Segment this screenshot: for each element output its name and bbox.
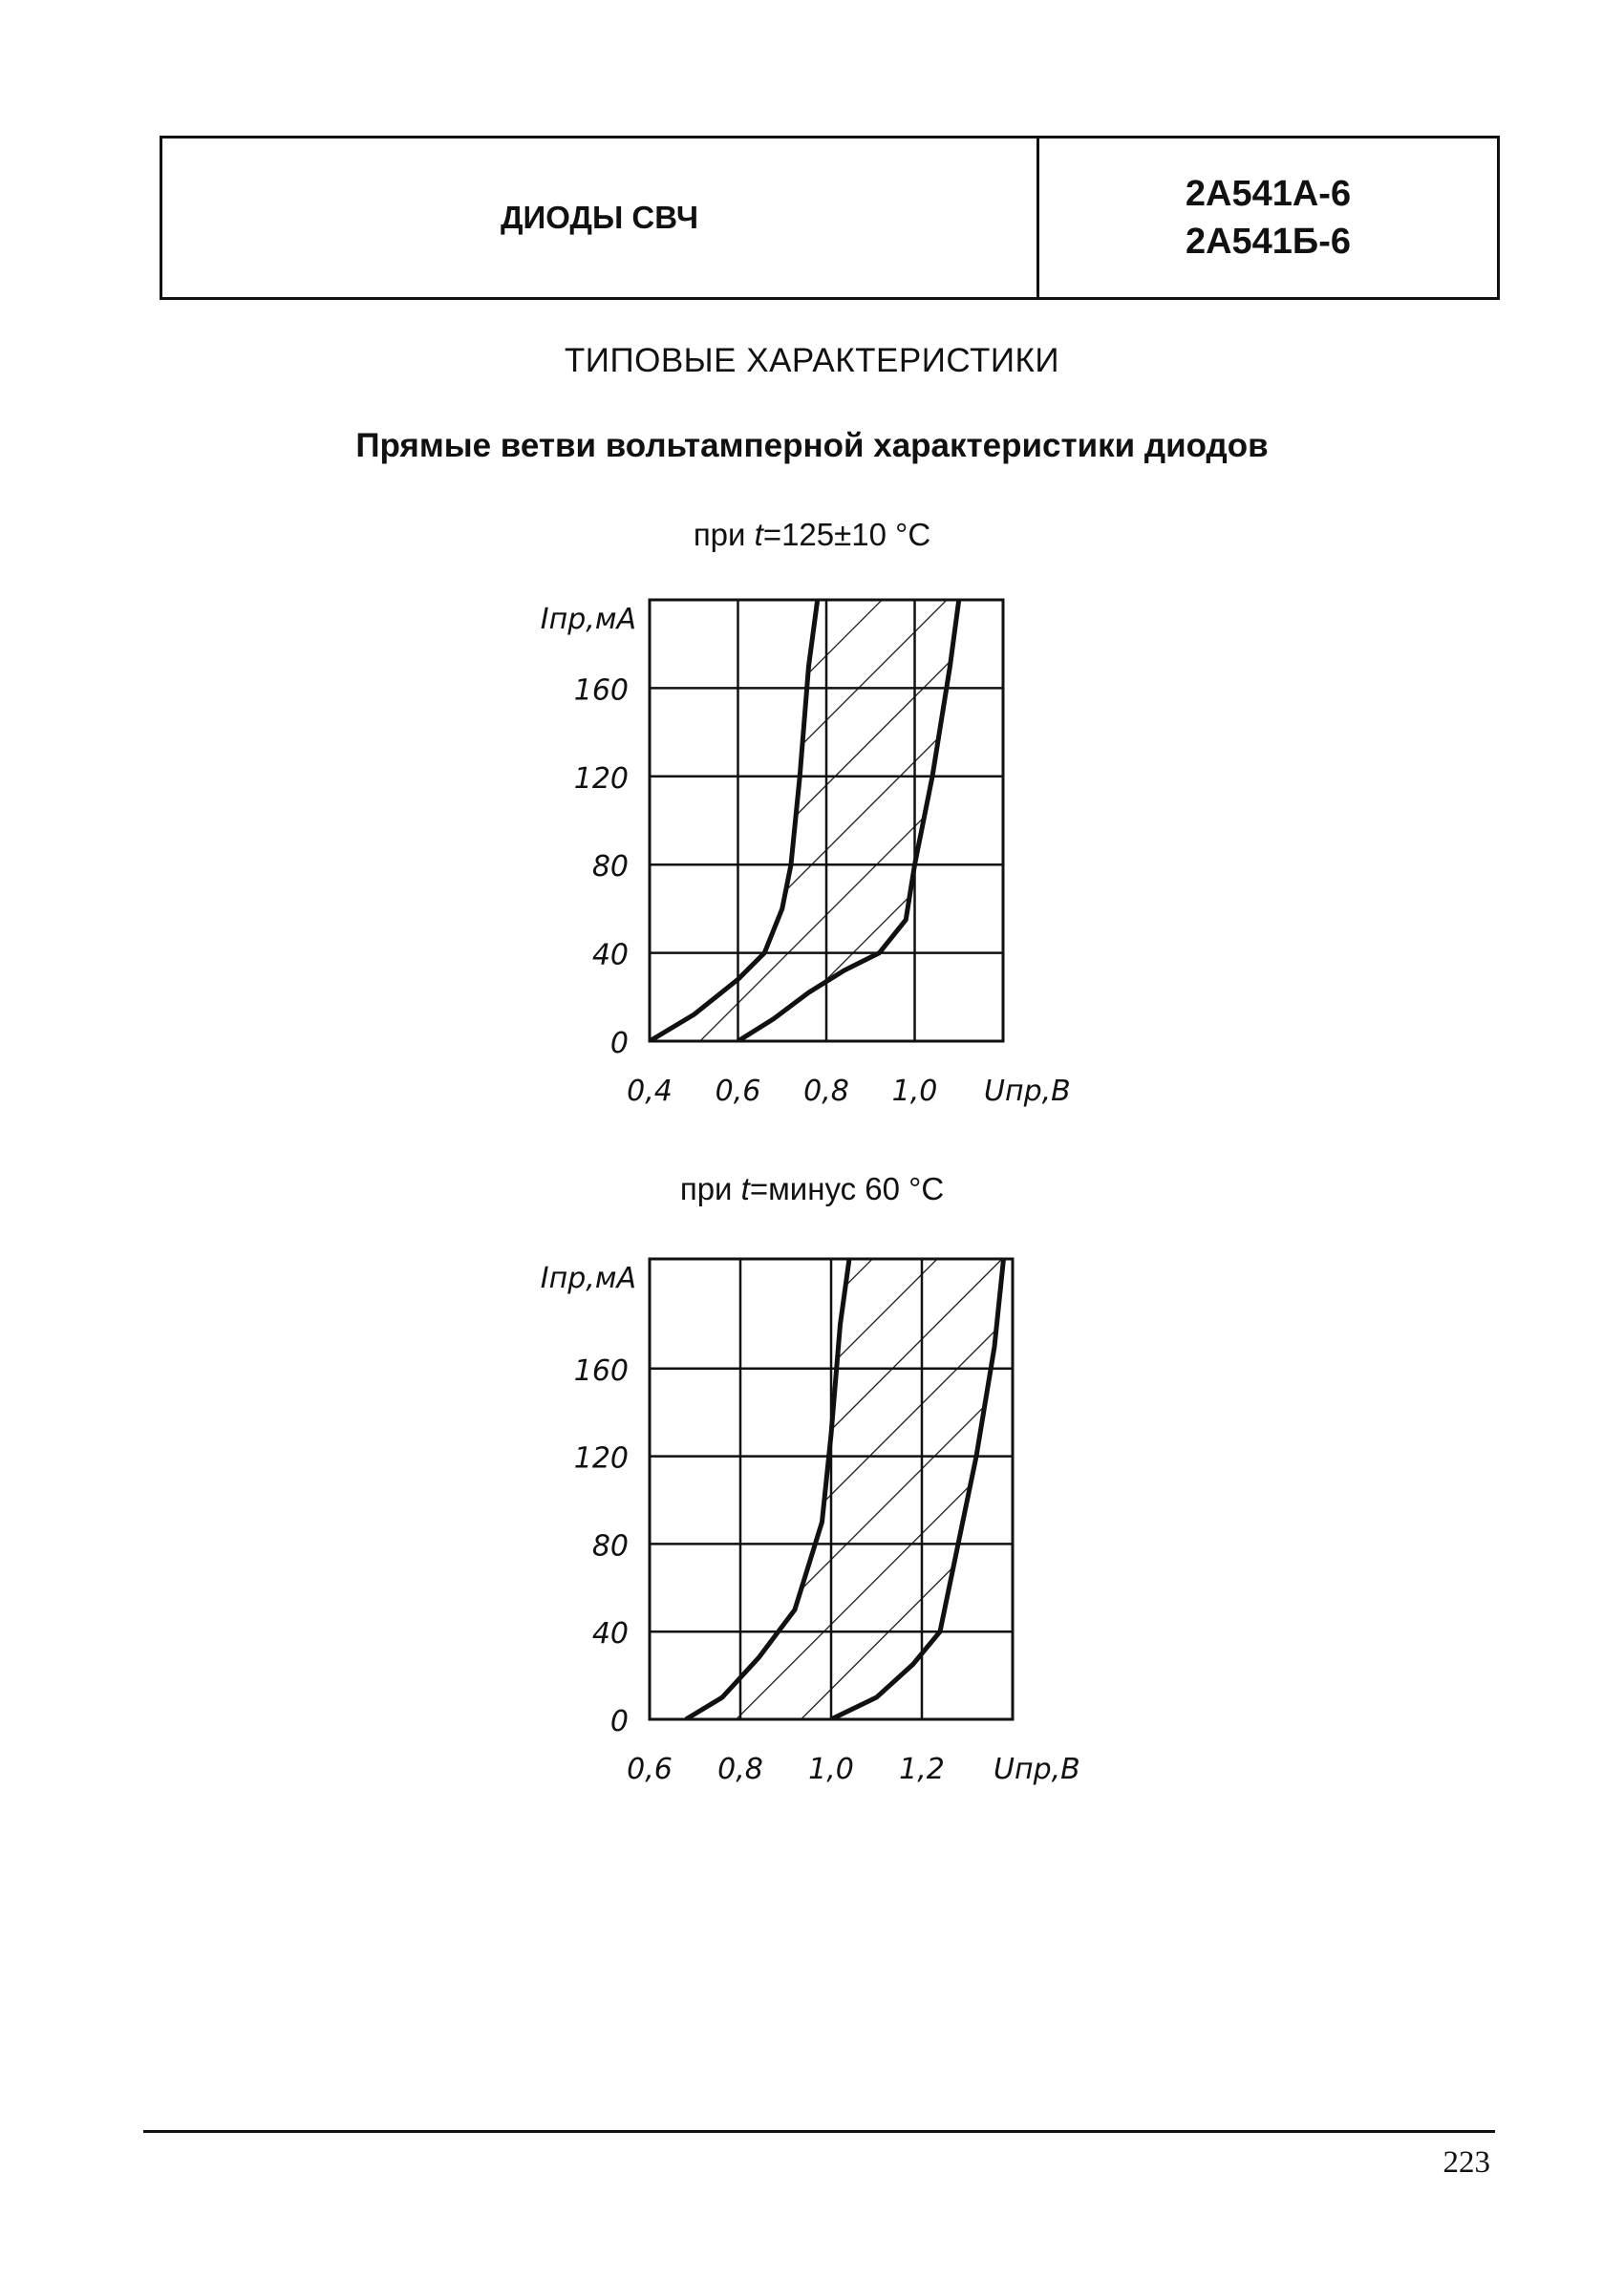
y-tick-label: 160 [573, 673, 629, 708]
x-tick-label: 0,8 [803, 1075, 849, 1108]
y-tick-label: 120 [573, 1441, 629, 1476]
header-section-cell [162, 139, 1039, 297]
chart-title: Прямые ветви вольтамперной характеристики диодов [355, 427, 1269, 464]
footer-rule [143, 2130, 1495, 2133]
y-axis-label: Iпр,мА [540, 603, 636, 636]
x-tick-label: 0,6 [627, 1753, 673, 1786]
y-tick-label: 80 [591, 1529, 629, 1564]
chart-125c [0, 573, 1624, 1146]
header-codes-cell [1039, 139, 1497, 297]
hatched-band [650, 600, 959, 1041]
section-title: ДИОДЫ СВЧ [500, 200, 699, 235]
y-tick-label: 160 [573, 1353, 629, 1388]
page-number: 223 [1442, 2145, 1490, 2180]
x-tick-label: 0,6 [715, 1075, 761, 1108]
x-tick-label: 1,2 [899, 1753, 945, 1786]
y-tick-label: 40 [591, 938, 629, 972]
chart-caption: при t=минус 60 °С [679, 1171, 945, 1206]
x-tick-label: 1,0 [891, 1075, 938, 1108]
x-tick-label: 0,4 [627, 1075, 673, 1108]
y-axis-label: Iпр,мА [540, 1262, 636, 1295]
y-tick-label: 120 [573, 761, 629, 796]
page-heading: ТИПОВЫЕ ХАРАКТЕРИСТИКИ [564, 342, 1060, 379]
x-tick-label: 1,0 [808, 1753, 854, 1786]
x-axis-label: Uпр,В [994, 1753, 1080, 1786]
hatched-band [686, 1259, 1004, 1719]
y-tick-label: 80 [591, 850, 629, 884]
chart-caption: при t=125±10 °С [693, 517, 931, 552]
y-tick-label: 40 [591, 1617, 629, 1651]
device-code: 2А541Б-6 [1185, 222, 1352, 262]
device-code: 2А541А-6 [1185, 174, 1352, 214]
header-box [160, 136, 1500, 300]
y-tick-label: 0 [609, 1705, 629, 1738]
chart-minus60c [0, 1223, 1624, 1796]
x-tick-label: 0,8 [717, 1753, 763, 1786]
y-tick-label: 0 [609, 1027, 629, 1060]
x-axis-label: Uпр,В [984, 1075, 1071, 1108]
